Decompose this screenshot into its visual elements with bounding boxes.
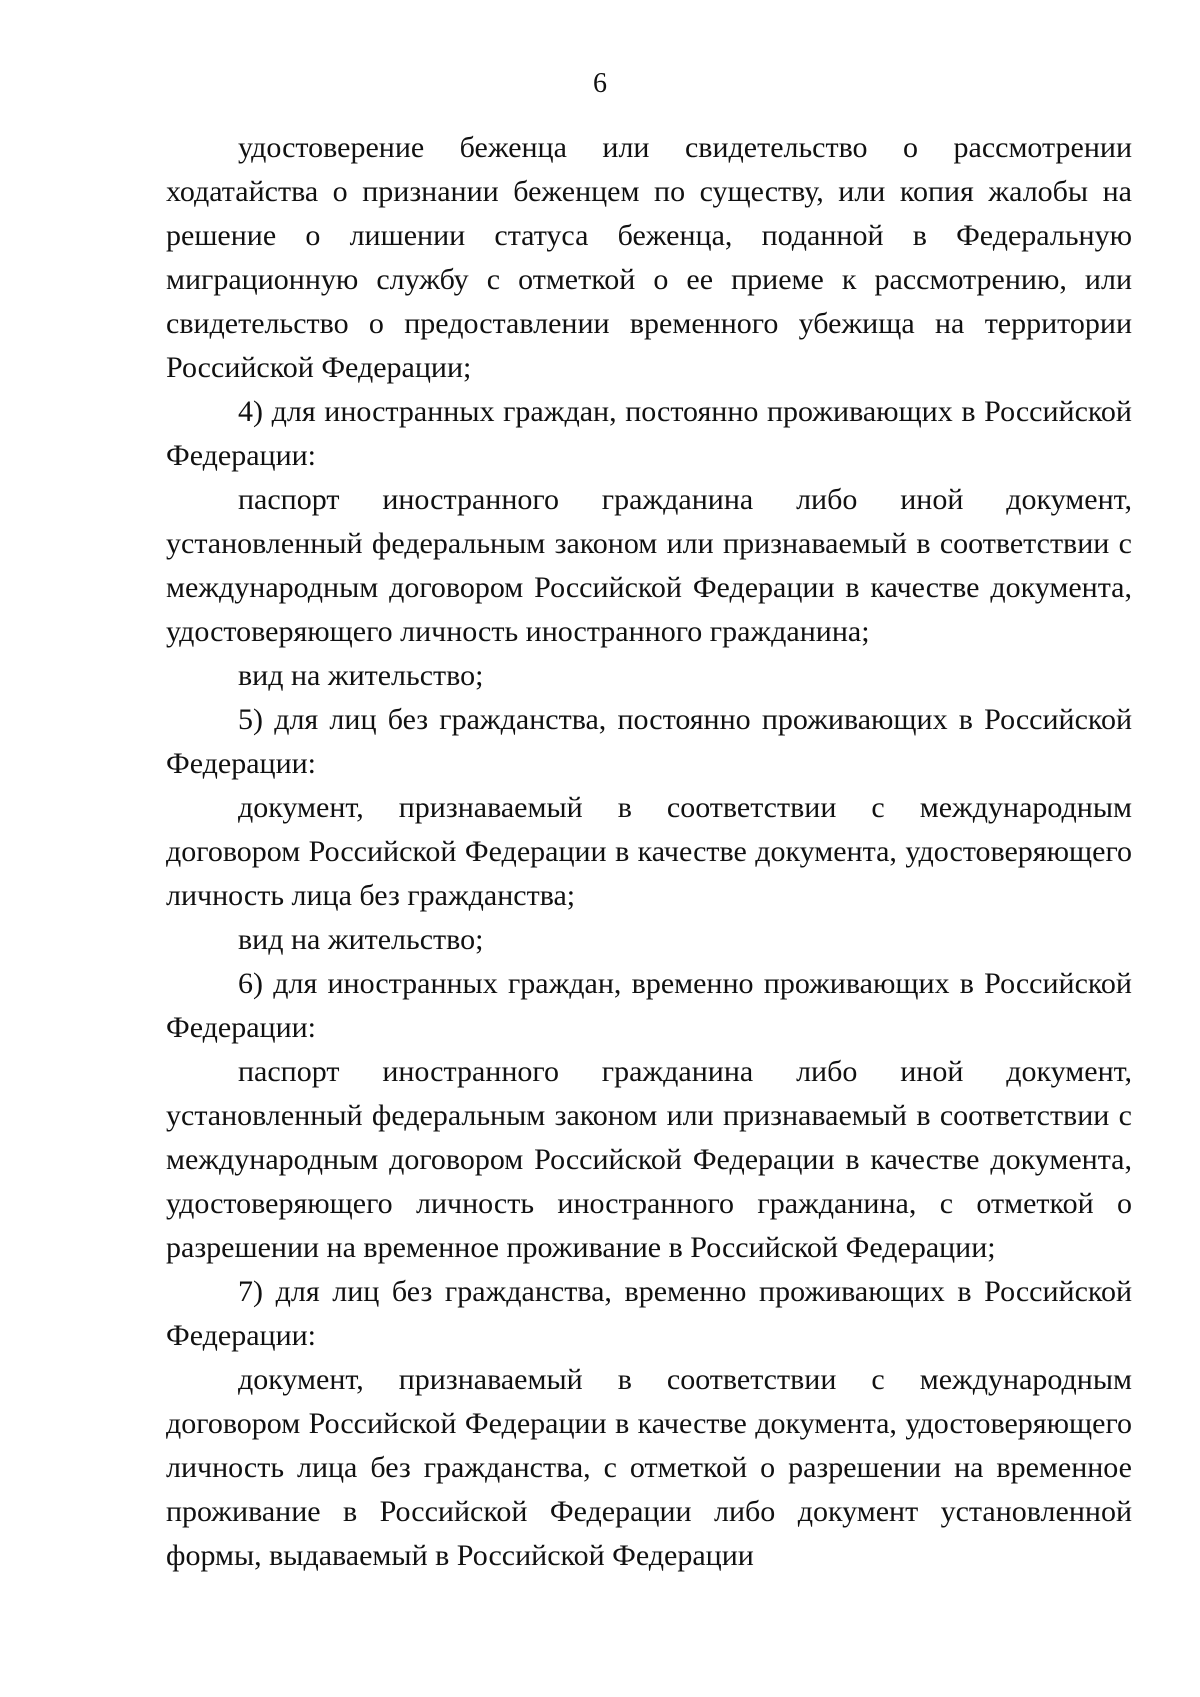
paragraph-foreign-passport-temporary: паспорт иностранного гражданина либо иной документ, установленный федеральным законом или признаваемый в соответствии с международным договором Российской Федерации в качестве документа, удостоверяющего личность иностранного гражданина, с отметкой о разрешении на временное проживание в Российской Федерации; (166, 1055, 1132, 1264)
paragraph-foreign-passport: паспорт иностранного гражданина либо иной документ, установленный федеральным законом или признаваемый в соответствии с международным договором Российской Федерации в качестве документа, удостоверяющего личность иностранного гражданина; (166, 483, 1132, 648)
paragraph-refugee-documents: удостоверение беженца или свидетельство о рассмотрении ходатайства о признании беженцем по существу, или копия жалобы на решение о лишении статуса беженца, поданной в Федеральную миграционную службу с отметкой о ее приеме к рассмотрению, или свидетельство о предоставлении временного убежища на территории Российской Федерации; (166, 131, 1132, 384)
page-number: 6 (593, 68, 607, 99)
paragraph-stateless-temporary: документ, признаваемый в соответствии с международным договором Российской Федерации в качестве документа, удостоверяющего личность лица без гражданства, с отметкой о разрешении на временное проживание в Российской Федерации либо документ установленной формы, выдаваемый в Российской Федерации (166, 1363, 1132, 1572)
paragraph-residence-permit: вид на жительство; (238, 659, 484, 692)
list-item-7-heading: 7) для лиц без гражданства, временно проживающих в Российской Федерации: (166, 1275, 1132, 1352)
paragraph-residence-permit-2: вид на жительство; (238, 923, 484, 956)
document-body (166, 126, 1132, 1578)
list-item-4-heading: 4) для иностранных граждан, постоянно проживающих в Российской Федерации: (166, 395, 1132, 472)
paragraph-stateless-document: документ, признаваемый в соответствии с международным договором Российской Федерации в качестве документа, удостоверяющего личность лица без гражданства; (166, 791, 1132, 912)
list-item-6-heading: 6) для иностранных граждан, временно проживающих в Российской Федерации: (166, 967, 1132, 1044)
list-item-5-heading: 5) для лиц без гражданства, постоянно проживающих в Российской Федерации: (166, 703, 1132, 780)
